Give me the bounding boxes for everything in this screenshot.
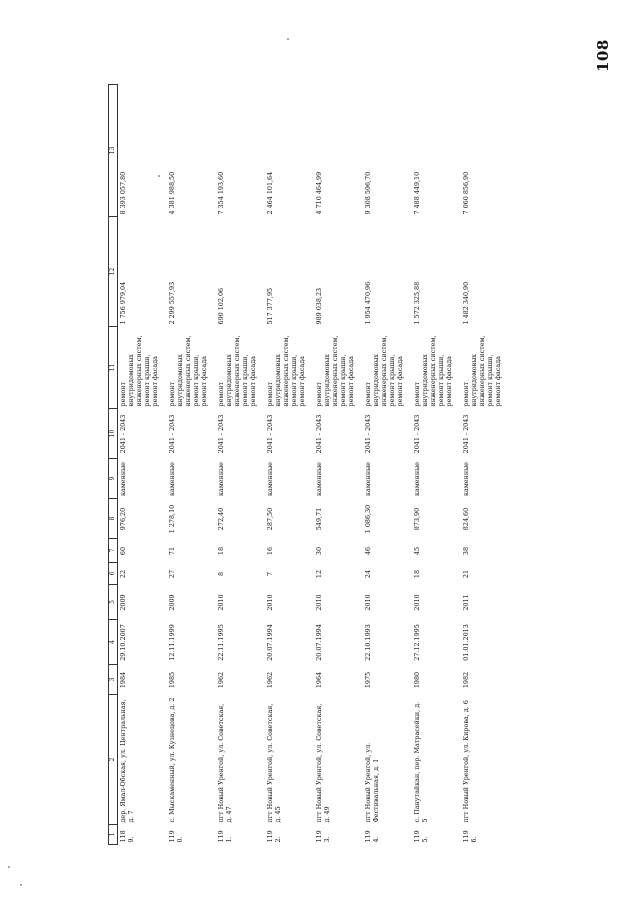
address: пгт Новый Уренгой, ул. Кирова, д. 6 bbox=[462, 700, 470, 823]
work-type: ремонт внутридомовых инженерных систем, ремонт крыши, ремонт фасада bbox=[266, 335, 306, 407]
work-type: ремонт внутридомовых инженерных систем, ремонт крыши, ремонт фасада bbox=[315, 335, 355, 407]
period: 2041 - 2043 bbox=[364, 414, 372, 454]
scan-speck bbox=[287, 38, 289, 40]
year: 2009 bbox=[119, 594, 127, 611]
year-built: 1982 bbox=[462, 671, 470, 689]
row-number: 1196. bbox=[462, 830, 478, 843]
address: пгт Новый Уренгой, ул. Советская, д. 45 bbox=[266, 703, 282, 823]
col-header-11: 11 bbox=[109, 327, 118, 409]
row-number: 1191. bbox=[217, 830, 233, 843]
cost: 1 954 470,96 bbox=[364, 281, 372, 325]
year-built: 1984 bbox=[119, 671, 127, 689]
page-number: 108 bbox=[594, 39, 612, 72]
total: 8 393 057,80 bbox=[119, 171, 127, 215]
wall-material: каменные bbox=[413, 462, 421, 496]
cost: 1 572 325,88 bbox=[413, 281, 421, 325]
cost: 1 756 979,04 bbox=[119, 281, 127, 325]
year-built: 1975 bbox=[364, 671, 372, 689]
value-a: 22 bbox=[119, 569, 127, 579]
year: 2009 bbox=[168, 594, 176, 611]
scan-speck bbox=[158, 175, 160, 177]
column-number-header bbox=[109, 85, 118, 845]
value-a: 21 bbox=[462, 569, 470, 579]
row-number: 1192. bbox=[266, 830, 282, 843]
value-a: 7 bbox=[266, 571, 274, 577]
wall-material: каменные bbox=[266, 462, 274, 496]
cost: 989 038,23 bbox=[315, 287, 323, 325]
cost: 517 377,95 bbox=[266, 287, 274, 325]
year: 2010 bbox=[266, 594, 274, 611]
year-built: 1962 bbox=[266, 671, 274, 689]
work-type: ремонт внутридомовых инженерных систем, ремонт крыши, ремонт фасада bbox=[119, 335, 159, 407]
year: 2011 bbox=[462, 594, 470, 611]
address: пгт Новый Уренгой, ул. Советская, д. 47 bbox=[217, 703, 233, 823]
value-a: 18 bbox=[413, 569, 421, 579]
wall-material: каменные bbox=[168, 462, 176, 496]
date: 20.07.1994 bbox=[266, 624, 274, 661]
area: 824,60 bbox=[462, 507, 470, 531]
cost: 690 102,06 bbox=[217, 287, 225, 325]
table-row bbox=[118, 85, 168, 845]
col-header-5: 5 bbox=[109, 585, 118, 620]
wall-material: каменные bbox=[315, 462, 323, 496]
row-number: 1193. bbox=[315, 830, 331, 843]
period: 2041 - 2043 bbox=[168, 414, 176, 454]
date: 22.10.1993 bbox=[364, 624, 372, 661]
total: 7 060 856,90 bbox=[462, 171, 470, 215]
col-header-13: 13 bbox=[109, 85, 118, 217]
date: 27.12.1995 bbox=[413, 624, 421, 661]
col-header-8: 8 bbox=[109, 499, 118, 539]
address: пгт Новый Уренгой, ул. Советская, д. 49 bbox=[315, 703, 331, 823]
cost: 2 299 557,93 bbox=[168, 281, 176, 325]
address: пгт Новый Уренгой, ул. Фестивальная, д. 1 bbox=[364, 742, 380, 823]
total: 7 354 193,60 bbox=[217, 171, 225, 215]
address: с. Панутайкан, пер. Матрасейки, д. 5 bbox=[413, 701, 429, 823]
period: 2041 - 2043 bbox=[217, 414, 225, 454]
table-row bbox=[265, 85, 314, 845]
year-built: 1980 bbox=[413, 671, 421, 689]
wall-material: каменные bbox=[217, 462, 225, 496]
col-header-10: 10 bbox=[109, 409, 118, 459]
area: 287,50 bbox=[266, 507, 274, 531]
table-row bbox=[363, 85, 412, 845]
year: 2010 bbox=[413, 594, 421, 611]
area: 1 278,10 bbox=[168, 504, 176, 534]
register-table-rotated bbox=[108, 85, 508, 845]
address: дер. Ямал-Обская, ул. Центральная, д. 7 bbox=[119, 699, 135, 823]
cost: 1 482 340,90 bbox=[462, 281, 470, 325]
work-type: ремонт внутридомовых инженерных систем, ремонт крыши, ремонт фасада bbox=[364, 335, 404, 407]
col-header-1: 1 bbox=[109, 825, 118, 845]
date: 29.10.2007 bbox=[119, 624, 127, 661]
col-header-9: 9 bbox=[109, 459, 118, 499]
value-a: 24 bbox=[364, 569, 372, 579]
row-number: 1190. bbox=[168, 830, 184, 843]
row-number: 1194. bbox=[364, 830, 380, 843]
table-row bbox=[461, 85, 510, 845]
value-b: 18 bbox=[217, 546, 225, 556]
row-number: 1195. bbox=[413, 830, 429, 843]
value-a: 12 bbox=[315, 569, 323, 579]
period: 2041 - 2043 bbox=[266, 414, 274, 454]
col-header-6: 6 bbox=[109, 563, 118, 585]
area: 873,90 bbox=[413, 507, 421, 531]
value-b: 60 bbox=[119, 546, 127, 556]
wall-material: каменные bbox=[462, 462, 470, 496]
date: 22.11.1995 bbox=[217, 624, 225, 661]
register-table bbox=[108, 84, 510, 845]
col-header-3: 3 bbox=[109, 665, 118, 695]
total: 4 710 464,99 bbox=[315, 171, 323, 215]
col-header-2: 2 bbox=[109, 695, 118, 825]
work-type: ремонт внутридомовых инженерных систем, ремонт крыши, ремонт фасада bbox=[168, 335, 208, 407]
value-b: 45 bbox=[413, 546, 421, 556]
table-row bbox=[167, 85, 216, 845]
period: 2041 - 2043 bbox=[462, 414, 470, 454]
year-built: 1985 bbox=[168, 671, 176, 689]
year: 2010 bbox=[217, 594, 225, 611]
col-header-7: 7 bbox=[109, 539, 118, 563]
period: 2041 - 2043 bbox=[119, 414, 127, 454]
year: 2010 bbox=[315, 594, 323, 611]
period: 2041 - 2043 bbox=[413, 414, 421, 454]
year-built: 1964 bbox=[315, 671, 323, 689]
value-b: 30 bbox=[315, 546, 323, 556]
total: 9 308 596,70 bbox=[364, 171, 372, 215]
value-a: 27 bbox=[168, 569, 176, 579]
value-a: 8 bbox=[217, 571, 225, 577]
scan-speck bbox=[20, 884, 22, 886]
total: 4 381 988,50 bbox=[168, 171, 176, 215]
address: с. Мыскаменный, ул. Кузнецова, д. 2 bbox=[168, 697, 176, 823]
year-built: 1962 bbox=[217, 671, 225, 689]
work-type: ремонт внутридомовых инженерных систем, ремонт крыши, ремонт фасада bbox=[462, 335, 502, 407]
work-type: ремонт внутридомовых инженерных систем, ремонт крыши, ремонт фасада bbox=[413, 335, 453, 407]
scan-speck bbox=[8, 866, 10, 868]
area: 272,40 bbox=[217, 507, 225, 531]
area: 549,71 bbox=[315, 507, 323, 531]
area: 976,20 bbox=[119, 507, 127, 531]
year: 2010 bbox=[364, 594, 372, 611]
total: 2 464 101,64 bbox=[266, 171, 274, 215]
col-header-4: 4 bbox=[109, 620, 118, 665]
table-row bbox=[314, 85, 363, 845]
table-row bbox=[216, 85, 265, 845]
value-b: 38 bbox=[462, 546, 470, 556]
area: 1 086,30 bbox=[364, 504, 372, 534]
date: 12.11.1999 bbox=[168, 624, 176, 661]
date: 01.01.2013 bbox=[462, 624, 470, 661]
work-type: ремонт внутридомовых инженерных систем, ремонт крыши, ремонт фасада bbox=[217, 335, 257, 407]
value-b: 71 bbox=[168, 546, 176, 556]
value-b: 46 bbox=[364, 546, 372, 556]
wall-material: каменные bbox=[119, 462, 127, 496]
value-b: 16 bbox=[266, 546, 274, 556]
total: 7 488 449,10 bbox=[413, 171, 421, 215]
col-header-12: 12 bbox=[109, 217, 118, 327]
date: 20.07.1994 bbox=[315, 624, 323, 661]
period: 2041 - 2043 bbox=[315, 414, 323, 454]
table-row bbox=[412, 85, 461, 845]
wall-material: каменные bbox=[364, 462, 372, 496]
row-number: 1189. bbox=[119, 830, 135, 843]
